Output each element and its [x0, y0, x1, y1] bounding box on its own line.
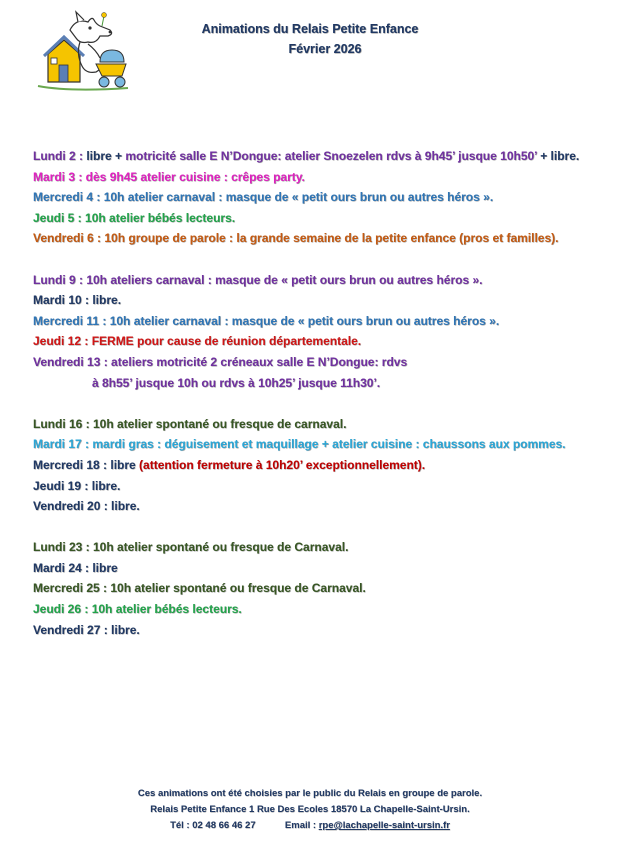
- schedule-line: [33, 311, 613, 332]
- schedule-line: [33, 331, 613, 352]
- schedule-text-segment: Mercredi 11 : 10h atelier carnaval : masque de « petit ours brun ou autres héros ».: [33, 313, 500, 328]
- schedule-text-segment: FERME: [91, 334, 134, 349]
- footer-address: Relais Petite Enfance 1 Rue Des Ecoles 18570 La Chapelle-Saint-Ursin.: [150, 804, 470, 815]
- schedule-text-segment: Jeudi 19 : libre.: [33, 478, 121, 493]
- schedule-text-segment: Vendredi 27 : libre.: [33, 622, 140, 637]
- week-separator: [33, 249, 613, 270]
- schedule-text-segment: Jeudi 12 :: [33, 334, 92, 349]
- schedule-line: [33, 146, 613, 167]
- schedule-text-segment: Mardi 17 : mardi gras : déguisement et maquillage + atelier cuisine : chaussons aux pommes.: [33, 437, 566, 452]
- schedule-line: [33, 496, 613, 517]
- schedule-line: [33, 476, 613, 497]
- schedule-line: [33, 290, 613, 311]
- schedule-line: [33, 208, 613, 229]
- footer-email-link[interactable]: rpe@lachapelle-saint-ursin.fr: [318, 820, 450, 831]
- schedule-line: [33, 228, 613, 249]
- footer-contact: [60, 818, 560, 833]
- footer-email-label: Email :: [284, 820, 319, 831]
- week-separator: [33, 517, 613, 538]
- schedule-line: [33, 455, 613, 476]
- schedule-text-segment: Jeudi 5 : 10h atelier bébés lecteurs.: [33, 210, 236, 225]
- schedule-line: [33, 187, 613, 208]
- schedule-line: [33, 558, 613, 579]
- schedule-text-segment: Mercredi 4 : 10h atelier carnaval : masque de « petit ours brun ou autres héros ».: [33, 190, 494, 205]
- schedule-text-segment: motricité salle E N’Dongue: atelier Snoezelen rdvs à 9h45’ jusque 10h50’: [125, 149, 541, 163]
- schedule-text-segment: Vendredi 20 : libre.: [33, 499, 140, 514]
- schedule-text-segment: Vendredi 13 : ateliers motricité 2 créneaux salle E N’Dongue: rdvs: [33, 354, 408, 369]
- schedule-text-segment: Vendredi 6 : 10h groupe de parole : la grande semaine de la petite enfance (pros et familles).: [33, 231, 559, 246]
- schedule-line: [33, 373, 613, 394]
- schedule-text-segment: + libre.: [540, 149, 580, 163]
- schedule-line: [33, 414, 613, 435]
- relais-logo-illustration: [30, 10, 130, 96]
- schedule-text-segment: libre: [86, 149, 116, 163]
- schedule-line: [33, 599, 613, 620]
- schedule-text-segment: Mercredi 18 : libre: [33, 457, 140, 472]
- schedule-text-segment: Lundi 9 : 10h ateliers carnaval : masque de « petit ours brun ou autres héros ».: [33, 272, 483, 287]
- month-subtitle: Février 2026: [288, 42, 362, 56]
- schedule-text-segment: +: [115, 149, 126, 163]
- schedule-line: [33, 352, 613, 373]
- schedule-line: [33, 578, 613, 599]
- week-separator: [33, 393, 613, 414]
- schedule-line: [33, 270, 613, 291]
- schedule-text-segment: (attention fermeture à 10h20’ exceptionnellement).: [139, 457, 426, 472]
- page-title: Animations du Relais Petite Enfance: [201, 22, 419, 36]
- footer-note: Ces animations ont été choisies par le public du Relais en groupe de parole.: [137, 788, 483, 799]
- schedule-line: [33, 620, 613, 641]
- schedule-line: [33, 167, 613, 188]
- schedule-text-segment: Jeudi 26 : 10h atelier bébés lecteurs.: [33, 602, 242, 617]
- footer-phone: Tél : 02 48 66 46 27: [170, 820, 256, 831]
- schedule-text-segment: Mercredi 25 : 10h atelier spontané ou fresque de Carnaval.: [33, 581, 366, 596]
- animation-schedule: [33, 146, 613, 640]
- schedule-text-segment: Lundi 2 :: [33, 149, 87, 163]
- schedule-line: [33, 434, 613, 455]
- schedule-text-segment: à 8h55’ jusque 10h ou rdvs à 10h25’ jusque 11h30’.: [92, 375, 381, 390]
- schedule-text-segment: Lundi 23 : 10h atelier spontané ou fresque de Carnaval.: [33, 540, 349, 555]
- schedule-line: [33, 537, 613, 558]
- schedule-text-segment: Mardi 24 : libre: [33, 560, 118, 575]
- schedule-text-segment: Mardi 10 : libre.: [33, 293, 122, 308]
- schedule-text-segment: Lundi 16 : 10h atelier spontané ou fresque de carnaval.: [33, 416, 347, 431]
- schedule-text-segment: Mardi 3 : dès 9h45 atelier cuisine : crêpes party.: [33, 169, 305, 184]
- schedule-text-segment: pour cause de réunion départementale.: [133, 334, 362, 349]
